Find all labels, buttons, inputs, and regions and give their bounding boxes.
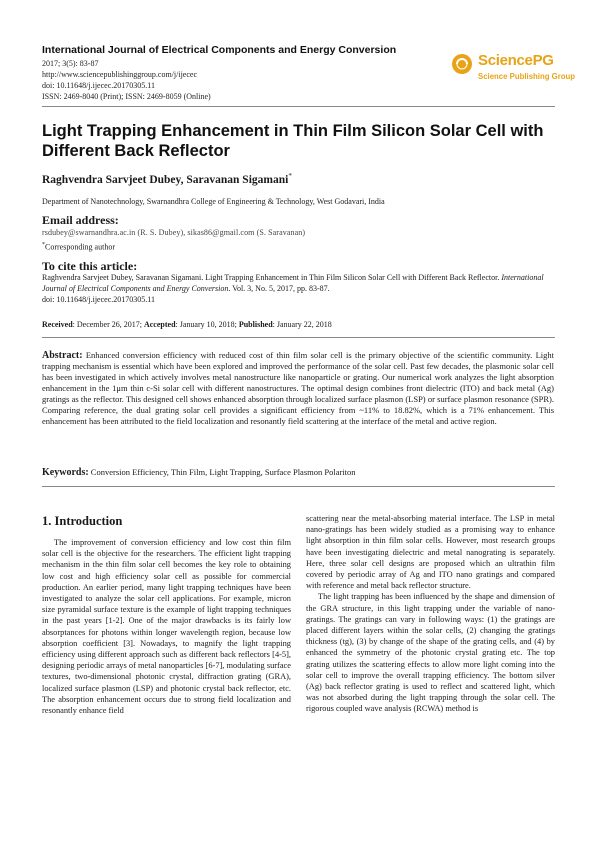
intro-paragraph: The light trapping has been influenced by the shape and dimension of the GRA structure, in this light trapping under the variable of nano-gratings. The gratings can vary in following ways: (1) the gratings are placed different layers within the solar cells, (2) changing the gratings thickness (tg), (3) by change of the shape of the grating cells, and (4) by enhanced the symmetry of the photonic crystal grating etc. The top grating utilizes the scattering effects to allow more light coming into the solar cell to improve the overall trapping efficiency. The bottom silver (Ag) back reflector grating is used to reflect and scattered light, which was not absorbed during the light trapping through the solar cell. The rigorous coupled wave analysis (RCWA) method is <box>306 592 555 714</box>
citation: Raghvendra Sarvjeet Dubey, Saravanan Sigamani. Light Trapping Enhancement in Thin Film Silicon Solar Cell with Different Back Reflector. International Journal of Electrical Components and Energy Conversion. Vol. 3, No. 5, 2017, pp. 83-87. doi: 10.11648/j.ijecec.20170305.11 <box>42 273 544 304</box>
email-line: rsdubey@swarnandhra.ac.in (R. S. Dubey), sikas86@gmail.com (S. Saravanan) <box>42 228 306 237</box>
corresponding-author: *Corresponding author <box>42 242 115 252</box>
intro-column-left <box>42 537 291 716</box>
email-heading: Email address: <box>42 213 119 227</box>
affiliation: Department of Nanotechnology, Swarnandhra College of Engineering & Technology, West Godavari, India <box>42 197 385 206</box>
journal-url[interactable]: http://www.sciencepublishinggroup.com/j/ijecec <box>42 70 197 79</box>
keywords-divider <box>42 486 555 487</box>
abstract-divider <box>42 337 555 338</box>
paper-authors: Raghvendra Sarvjeet Dubey, Saravanan Sigamani* <box>42 172 292 186</box>
journal-doi: doi: 10.11648/j.ijecec.20170305.11 <box>42 81 155 90</box>
abstract: Abstract: Enhanced conversion efficiency with reduced cost of thin film solar cell is the primary objective of the scientific community. Light trapping mechanism is essential which have been explored and improved the performance of the solar cell. Past few decades, the plasmonic solar cell has been investigated in which actively involves metal nanostructure like nanoparticle or grating. Our numerical work analyzes the light absorption enhancement in the 1μm thin c-Si solar cell with different nanostructures. The optimal design combines front dielectric (ITO) and back metal (Ag) gratings as the reflector. This designed cell shows enhanced absorption through localized surface plasmon (LSP) or surface plasmon resonance (SPR). Comparing reference, the dual grating solar cell provides a significant efficiency from ~11% to 18.82%, which is a 71% enhancement. This enhancement has been attributed to the field localization and resonantly field scattering at the interface of the metal and active region. <box>42 350 554 427</box>
keywords: Keywords: Conversion Efficiency, Thin Film, Light Trapping, Surface Plasmon Polariton <box>42 467 356 478</box>
intro-paragraph: The improvement of conversion efficiency and low cost thin film solar cell is the objective for the researchers. The efficient light trapping mechanism in the thin film solar cell becomes the key role to obtaining low cost and high efficiency solar cell as possible for commercial production. An earlier period, many light trapping techniques have been investigated to analyze the solar cell applications. For example, micron size pyramidal surface texture is the example of light trapping techniques in the past years [1-2]. One of the major drawbacks is its fairly low absorptances for photons within longer wavelength region, because low absorption coefficient [3]. Nowadays, to magnify the light trapping efficiency using different approach such as different back reflectors [4-5], designing periodic arrays of metal nanoparticles [6-7], modulating surface textures, two-dimensional photonic crystal, diffraction grating (GRA), localized surface plasmon (LSP) and photonic crystal back reflector, etc. The absorption enhancement occurs due to strong field localization and resonantly enhance field <box>42 538 291 716</box>
intro-paragraph: scattering near the metal-absorbing material interface. The LSP in metal nano-gratings has been widely studied as a promising way to enhance light absorption in thin film solar cells. However, most research groups have been investigating dielectric and metal nanograting is separately. Here, three solar cell designs are proposed which an ultrathin film covered by periodic array of Ag and ITO nano gratings and compared with reference and metal back reflector structure. <box>306 514 555 591</box>
journal-issn: ISSN: 2469-8040 (Print); ISSN: 2469-8059 (Online) <box>42 92 211 101</box>
paper-title: Light Trapping Enhancement in Thin Film Silicon Solar Cell with Different Back Reflector <box>42 122 544 160</box>
logo-subtitle: Science Publishing Group <box>478 72 576 81</box>
journal-issue: 2017; 3(5): 83-87 <box>42 59 99 68</box>
journal-name: International Journal of Electrical Components and Energy Conversion <box>42 44 397 56</box>
cite-heading: To cite this article: <box>42 259 138 273</box>
author-mark: * <box>288 172 292 180</box>
header-divider <box>42 106 555 107</box>
section-heading-introduction: 1. Introduction <box>42 514 123 528</box>
dates-line: Received: December 26, 2017; Accepted: January 10, 2018; Published: January 22, 2018 <box>42 320 332 329</box>
intro-column-right <box>306 513 555 715</box>
logo-name: SciencePG <box>478 52 554 69</box>
